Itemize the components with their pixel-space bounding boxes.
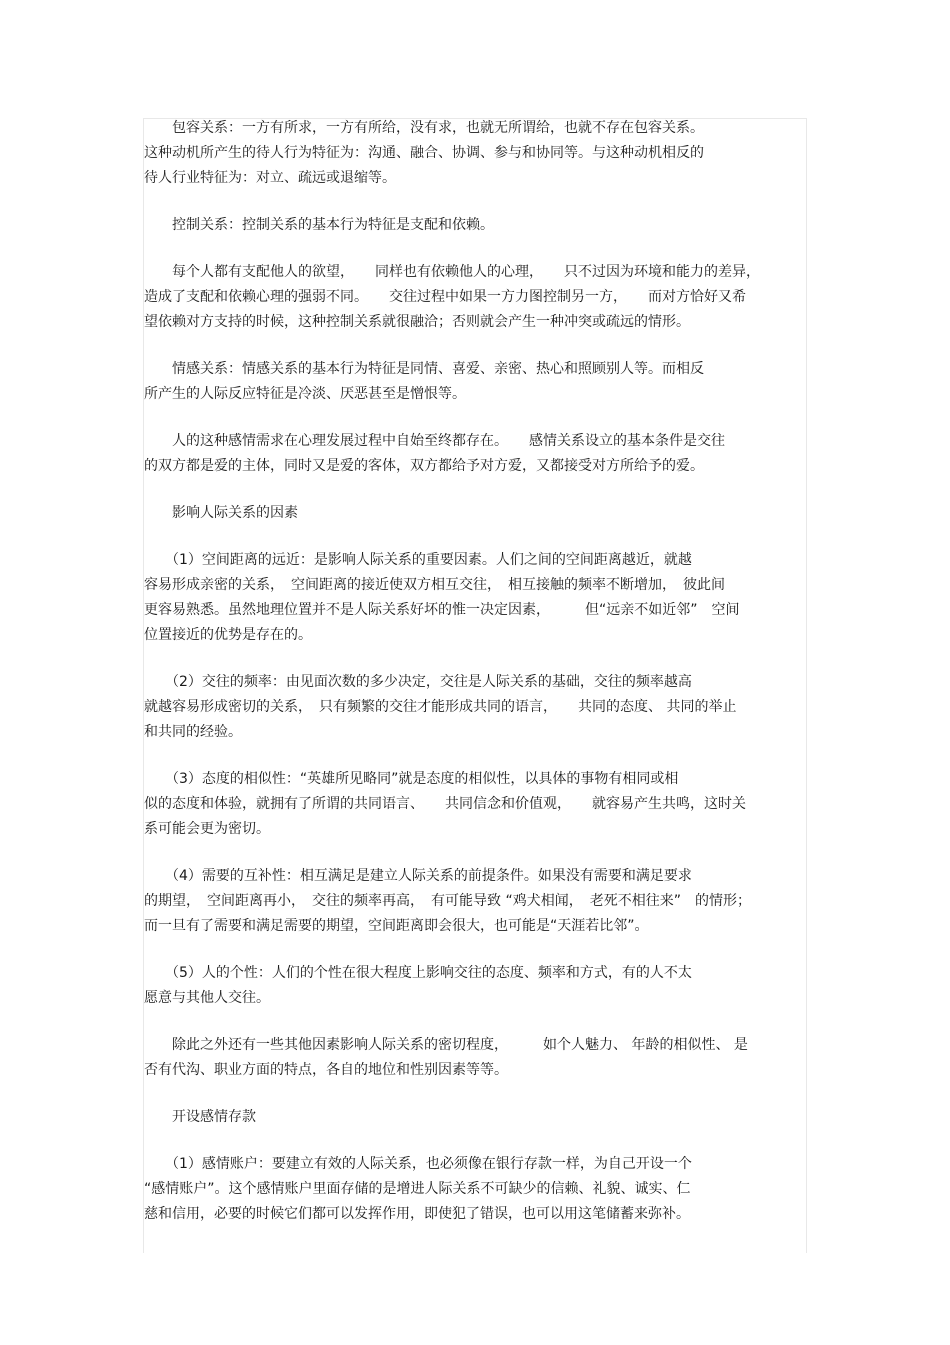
text-line: 望依赖对方支持的时候，这种控制关系就很融洽；否则就会产生一种冲突或疏远的情形。 [144,314,690,330]
text-line: 这种动机所产生的待人行为特征为：沟通、融合、协调、参与和协同等。与这种动机相反的 [144,145,704,161]
text-line: 和共同的经验。 [144,724,242,740]
paragraph-factor-5 [144,961,806,1011]
text-line: “感情账户”。这个感情账户里面存储的是增进人际关系不可缺少的信赖、礼貌、诚实、仁 [144,1181,691,1197]
section-heading-factors [144,501,806,526]
paragraph-inclusion [144,116,806,191]
text-line: 所产生的人际反应特征是冷淡、厌恶甚至是憎恨等。 [144,386,466,402]
text-line: 位置接近的优势是存在的。 [144,627,312,643]
paragraph-control [144,213,806,238]
text-line: 的双方都是爱的主体，同时又是爱的客体，双方都给予对方爱，又都接受对方所给予的爱。 [144,458,704,474]
text-line: （5）人的个性：人们的个性在很大程度上影响交往的态度、频率和方式，有的人不太 [144,965,692,981]
paragraph-factor-2 [144,670,806,745]
text-line: 系可能会更为密切。 [144,821,270,837]
document-body [144,116,806,1227]
text-line: 似的态度和体验，就拥有了所谓的共同语言、 共同信念和价值观， 就容易产生共鸣，这时关 [144,796,746,812]
paragraph-factor-3 [144,767,806,842]
text-line: 慈和信用，必要的时候它们都可以发挥作用，即使犯了错误，也可以用这笔储蓄来弥补。 [144,1206,690,1222]
section-heading: 影响人际关系的因素 [144,505,298,521]
text-line: 造成了支配和依赖心理的强弱不同。 交往过程中如果一方力图控制另一方， 而对方恰好又希 [144,289,746,305]
text-line: 情感关系：情感关系的基本行为特征是同情、喜爱、亲密、热心和照顾别人等。而相反 [144,361,704,377]
text-line: 更容易熟悉。虽然地理位置并不是人际关系好坏的惟一决定因素， 但“远亲不如近邻” 空间 [144,602,740,618]
text-line: 控制关系：控制关系的基本行为特征是支配和依赖。 [144,217,494,233]
text-line: 就越容易形成密切的关系， 只有频繁的交往才能形成共同的语言， 共同的态度、 共同的举止 [144,699,737,715]
paragraph-control-desc [144,260,806,335]
text-line: 而一旦有了需要和满足需要的期望，空间距离即会很大，也可能是“天涯若比邻”。 [144,918,649,934]
text-line: 否有代沟、职业方面的特点，各自的地位和性别因素等等。 [144,1062,508,1078]
text-line: 包容关系：一方有所求，一方有所给，没有求，也就无所谓给，也就不存在包容关系。 [144,120,704,136]
text-line: （3）态度的相似性：“英雄所见略同”就是态度的相似性，以具体的事物有相同或相 [144,771,679,787]
text-line: （1）空间距离的远近：是影响人际关系的重要因素。人们之间的空间距离越近，就越 [144,552,692,568]
paragraph-affection [144,357,806,407]
paragraph-other-factors [144,1033,806,1083]
section-heading: 开设感情存款 [144,1109,256,1125]
section-heading-deposit [144,1105,806,1130]
text-line: 容易形成亲密的关系， 空间距离的接近使双方相互交往， 相互接触的频率不断增加， 彼此间 [144,577,725,593]
paragraph-factor-4 [144,864,806,939]
text-line: （2）交往的频率：由见面次数的多少决定，交往是人际关系的基础，交往的频率越高 [144,674,692,690]
text-line: 除此之外还有一些其他因素影响人际关系的密切程度， 如个人魅力、 年龄的相似性、 是 [144,1037,748,1053]
text-line: 愿意与其他人交往。 [144,990,270,1006]
text-line: （4）需要的互补性：相互满足是建立人际关系的前提条件。如果没有需要和满足要求 [144,868,692,884]
text-line: 人的这种感情需求在心理发展过程中自始至终都存在。 感情关系设立的基本条件是交往 [144,433,725,449]
text-line: （1）感情账户：要建立有效的人际关系，也必须像在银行存款一样，为自己开设一个 [144,1156,692,1172]
text-line: 的期望， 空间距离再小， 交往的频率再高， 有可能导致 “鸡犬相闻， 老死不相往来” 的情形； [144,893,751,909]
text-line: 每个人都有支配他人的欲望， 同样也有依赖他人的心理， 只不过因为环境和能力的差异， [144,264,760,280]
paragraph-affection-desc [144,429,806,479]
paragraph-emotional-account [144,1152,806,1227]
paragraph-factor-1 [144,548,806,648]
text-line: 待人行业特征为：对立、疏远或退缩等。 [144,170,396,186]
